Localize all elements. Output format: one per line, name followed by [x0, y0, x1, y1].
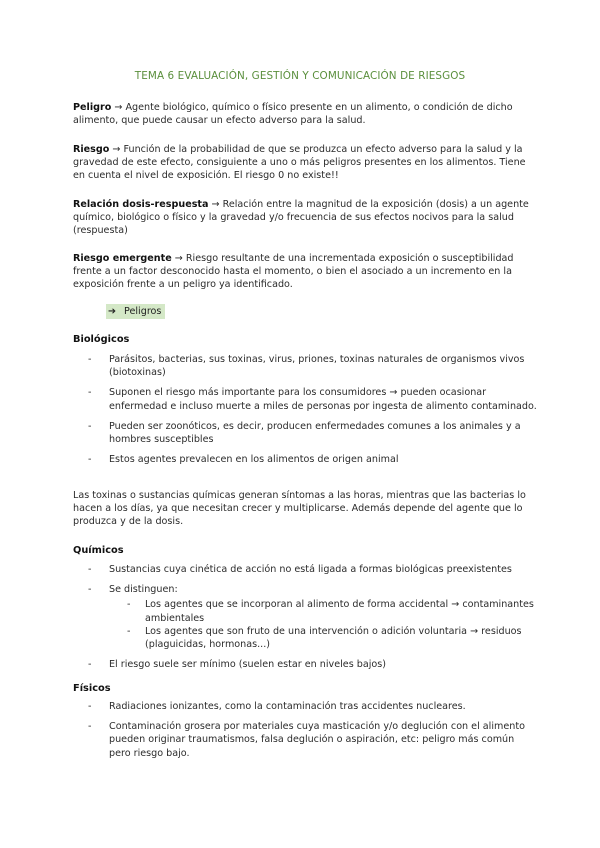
list-item: - Contaminación grosera por materiales cuya masticación y/o deglución con el alimento pueden originar traumatismos, falsa deglución o aspiración, etc: peligro más común pero riesgo bajo.	[88, 720, 538, 760]
quimicos-list	[88, 563, 538, 678]
fisicos-list	[88, 700, 538, 767]
biologicos-list	[88, 353, 538, 473]
definition-dosis-respuesta	[73, 198, 533, 238]
list-item: - Radiaciones ionizantes, como la contaminación tras accidentes nucleares.	[88, 700, 538, 713]
list-item	[88, 583, 538, 651]
definition-term: Riesgo	[73, 144, 110, 155]
definition-peligro	[73, 101, 533, 127]
definition-text: → Función de la probabilidad de que se produzca un efecto adverso para la salud y la gravedad de este efecto, consiguiente a uno o más peligros presentes en los alimentos. Tiene en cuenta el nivel de exposición. El riesgo 0 no existe!!	[73, 144, 526, 182]
heading-fisicos: Físicos	[73, 683, 111, 694]
heading-quimicos: Químicos	[73, 545, 124, 556]
arrow-right-icon: ➔	[108, 306, 117, 317]
sub-list-item: - Los agentes que son fruto de una intervención o adición voluntaria → residuos (plaguicidas, hormonas...)	[109, 625, 538, 651]
sub-list-item: - Los agentes que se incorporan al alimento de forma accidental → contaminantes ambientales	[109, 598, 538, 624]
list-item: - Pueden ser zoonóticos, es decir, producen enfermedades comunes a los animales y a hombres susceptibles	[88, 420, 538, 446]
page-title: TEMA 6 EVALUACIÓN, GESTIÓN Y COMUNICACIÓN DE RIESGOS	[134, 70, 466, 82]
list-item: - El riesgo suele ser mínimo (suelen estar en niveles bajos)	[88, 658, 538, 671]
definition-text: → Riesgo resultante de una incrementada exposición o susceptibilidad frente a un factor desconocido hasta el momento, o bien el asociado a un incremento en la exposición frente a un peligro ya identificado.	[73, 253, 514, 291]
list-item: - Sustancias cuya cinética de acción no está ligada a formas biológicas preexistentes	[88, 563, 538, 576]
heading-biologicos: Biológicos	[73, 334, 130, 345]
quimicos-sublist	[109, 598, 538, 651]
definition-text: → Relación entre la magnitud de la exposición (dosis) a un agente químico, biológico o físico y la gravedad y/o frecuencia de sus efectos nocivos para la salud (respuesta)	[73, 199, 529, 237]
list-item-text: Se distinguen:	[109, 584, 178, 596]
biologicos-paragraph: Las toxinas o sustancias químicas generan síntomas a las horas, mientras que las bacterias lo hacen a los días, ya que necesitan crecer y multiplicarse. Además depende del agente que lo produzca y de la dosis.	[73, 490, 526, 528]
definition-term: Peligro	[73, 102, 112, 113]
definition-riesgo	[73, 143, 533, 183]
list-item: - Estos agentes prevalecen en los alimentos de origen animal	[88, 453, 538, 466]
definition-term: Relación dosis-respuesta	[73, 199, 209, 210]
list-item: - Parásitos, bacterias, sus toxinas, virus, priones, toxinas naturales de organismos vivos (biotoxinas)	[88, 353, 538, 379]
highlight-label: Peligros	[124, 306, 162, 317]
highlighted-section-marker	[106, 304, 165, 319]
definition-term: Riesgo emergente	[73, 253, 172, 264]
list-item: - Suponen el riesgo más importante para los consumidores → pueden ocasionar enfermedad e incluso muerte a miles de personas por ingesta de alimento contaminado.	[88, 386, 538, 412]
definition-text: → Agente biológico, químico o físico presente en un alimento, o condición de dicho alimento, que puede causar un efecto adverso para la salud.	[73, 102, 513, 127]
definition-riesgo-emergente	[73, 252, 533, 292]
